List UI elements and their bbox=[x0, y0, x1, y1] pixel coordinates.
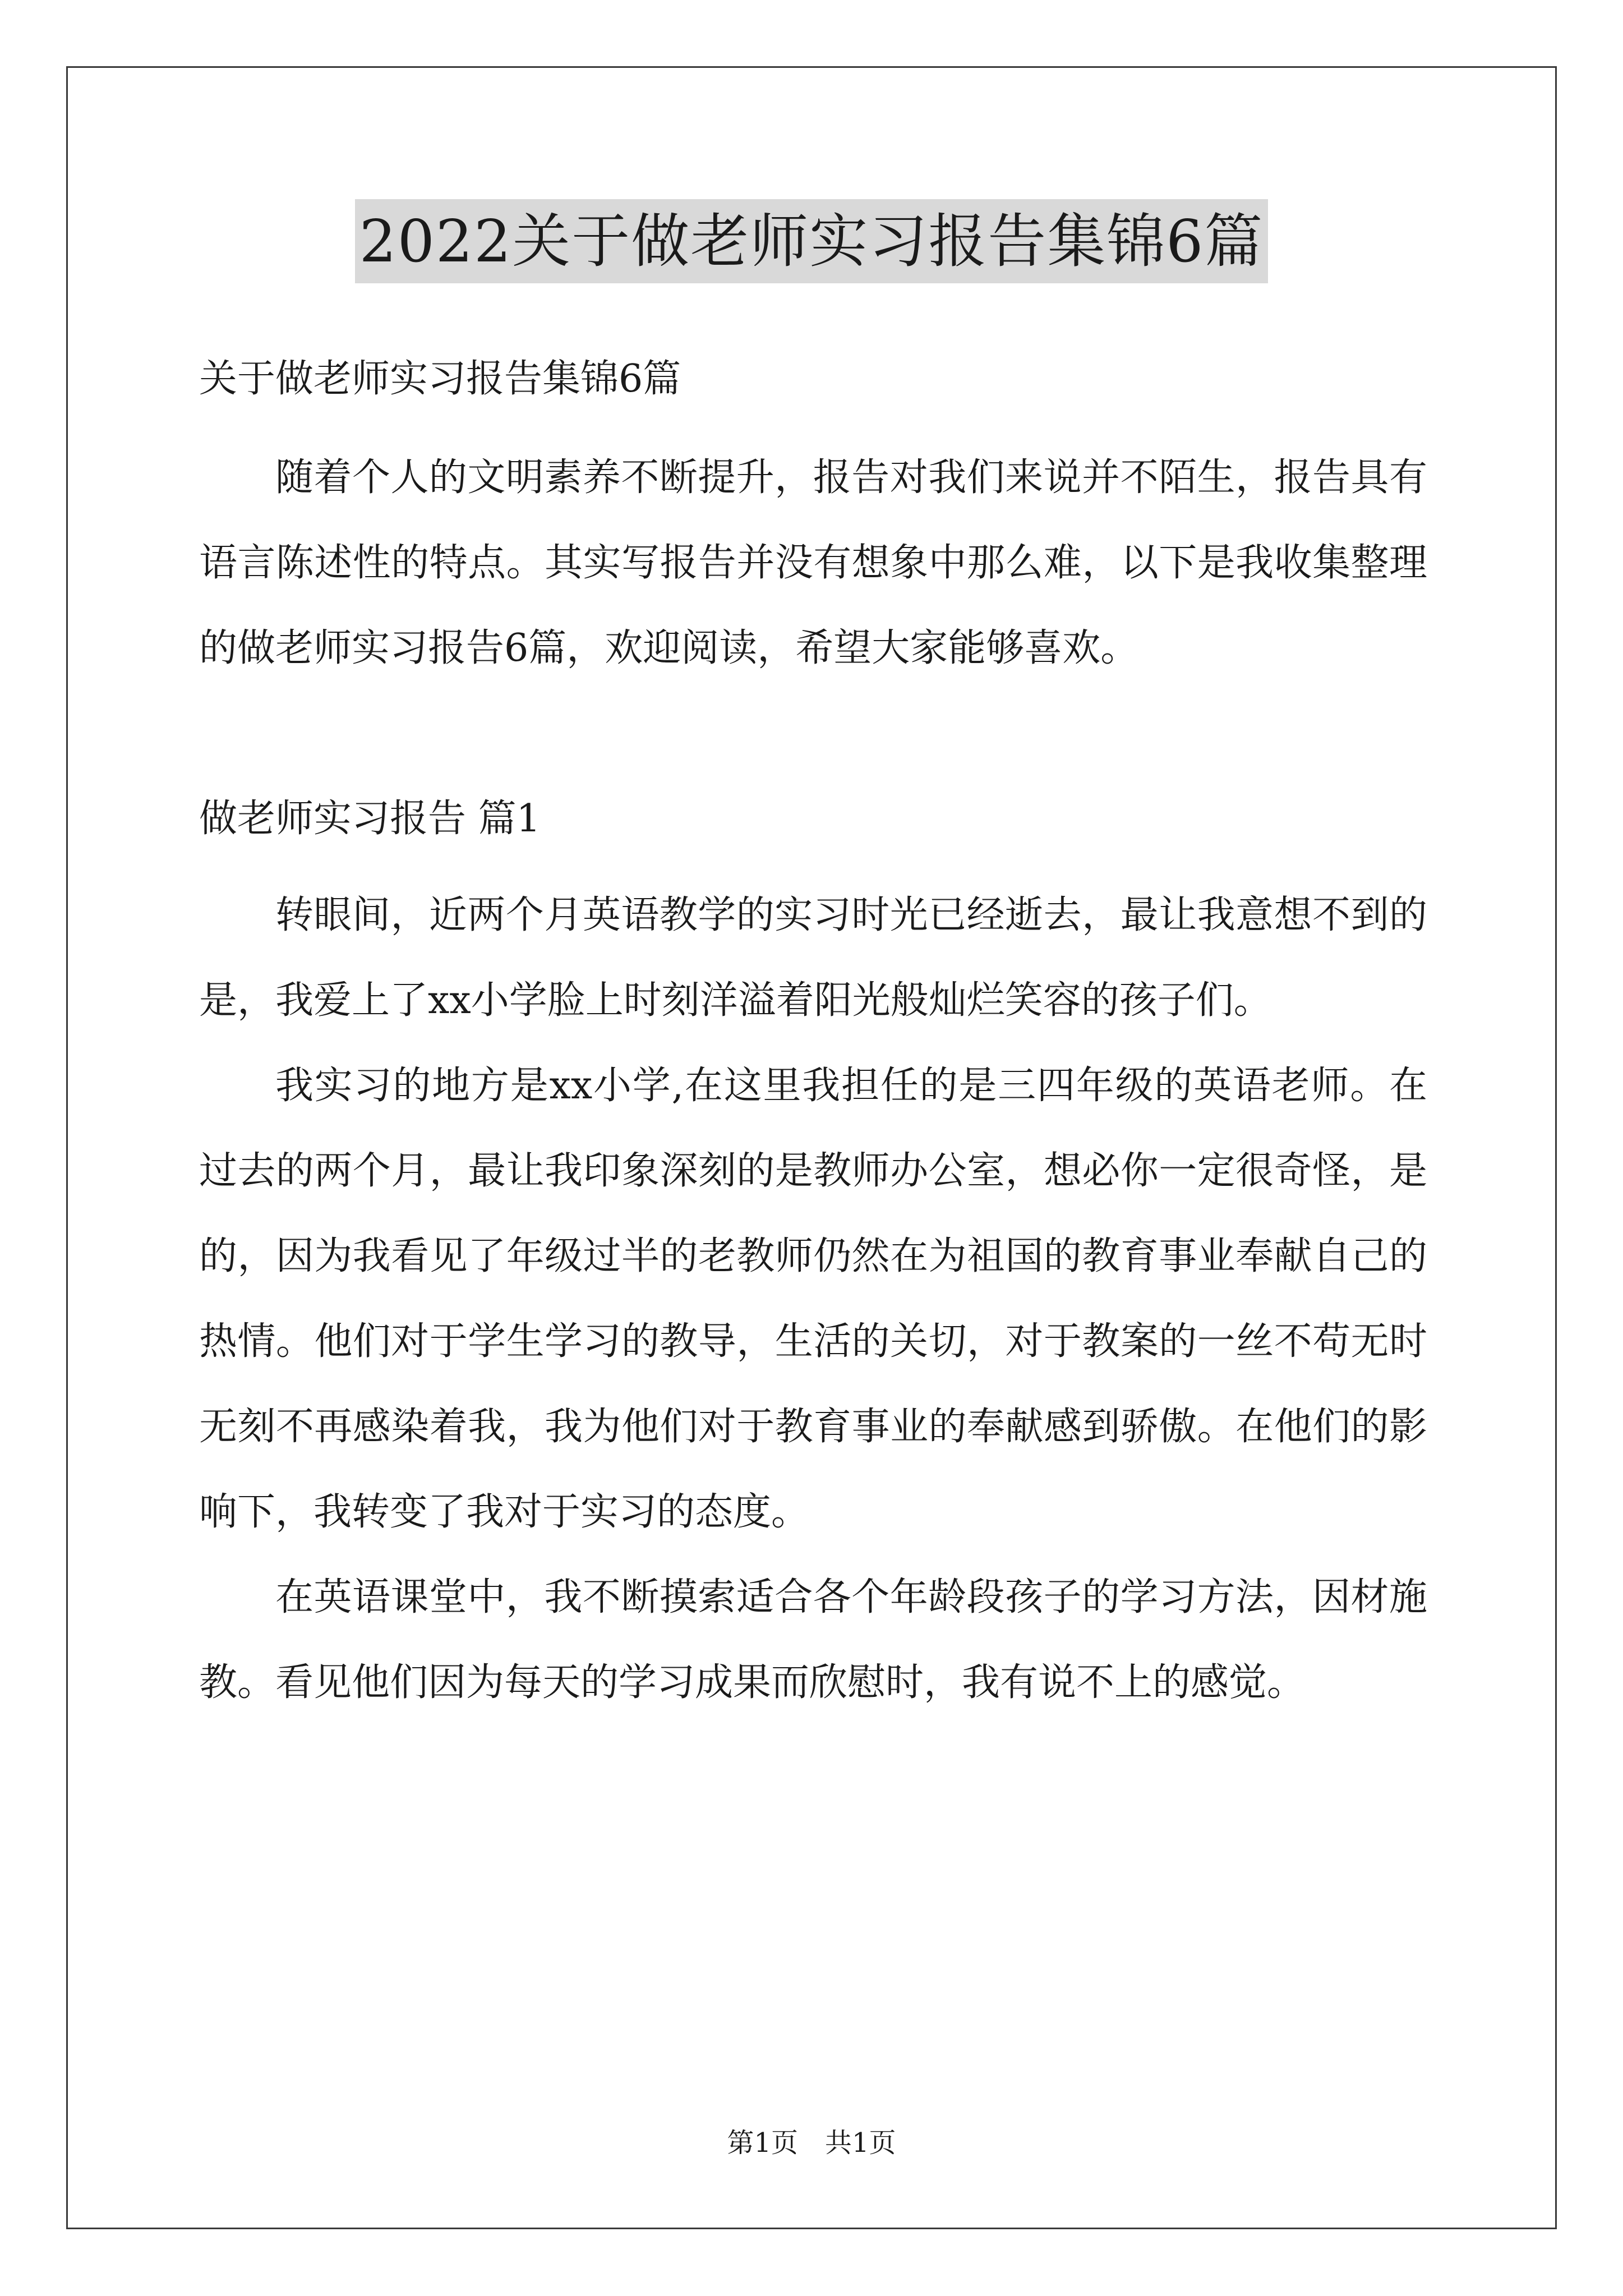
document-subtitle: 关于做老师实习报告集锦6篇 bbox=[199, 357, 681, 401]
body-paragraph-3: 在英语课堂中，我不断摸索适合各个年龄段孩子的学习方法，因材施教。看见他们因为每天的学习成果而欣慰时，我有说不上的感觉。 bbox=[199, 1575, 1427, 1705]
page-footer: 第1页 共1页 bbox=[727, 2127, 896, 2159]
document-title: 2022关于做老师实习报告集锦6篇 bbox=[355, 199, 1269, 283]
section-heading: 做老师实习报告 篇1 bbox=[199, 797, 541, 841]
document-body bbox=[199, 337, 1427, 1726]
body-paragraph-2: 我实习的地方是xx小学,在这里我担任的是三四年级的英语老师。在过去的两个月，最让我印象深刻的是教师办公室，想必你一定很奇怪，是的，因为我看见了年级过半的老教师仍然在为祖国的教育事业奉献自己的热情。他们对于学生学习的教导，生活的关切，对于教案的一丝不苟无时无刻不再感染着我，我为他们对于教育事业的奉献感到骄傲。在他们的影响下，我转变了我对于实习的态度。 bbox=[199, 1064, 1427, 1534]
body-paragraph-1: 转眼间，近两个月英语教学的实习时光已经逝去，最让我意想不到的是，我爱上了xx小学脸上时刻洋溢着阳光般灿烂笑容的孩子们。 bbox=[199, 893, 1427, 1023]
intro-paragraph: 随着个人的文明素养不断提升，报告对我们来说并不陌生，报告具有语言陈述性的特点。其实写报告并没有想象中那么难，以下是我收集整理的做老师实习报告6篇，欢迎阅读，希望大家能够喜欢。 bbox=[199, 455, 1427, 670]
title-container bbox=[0, 199, 1623, 283]
